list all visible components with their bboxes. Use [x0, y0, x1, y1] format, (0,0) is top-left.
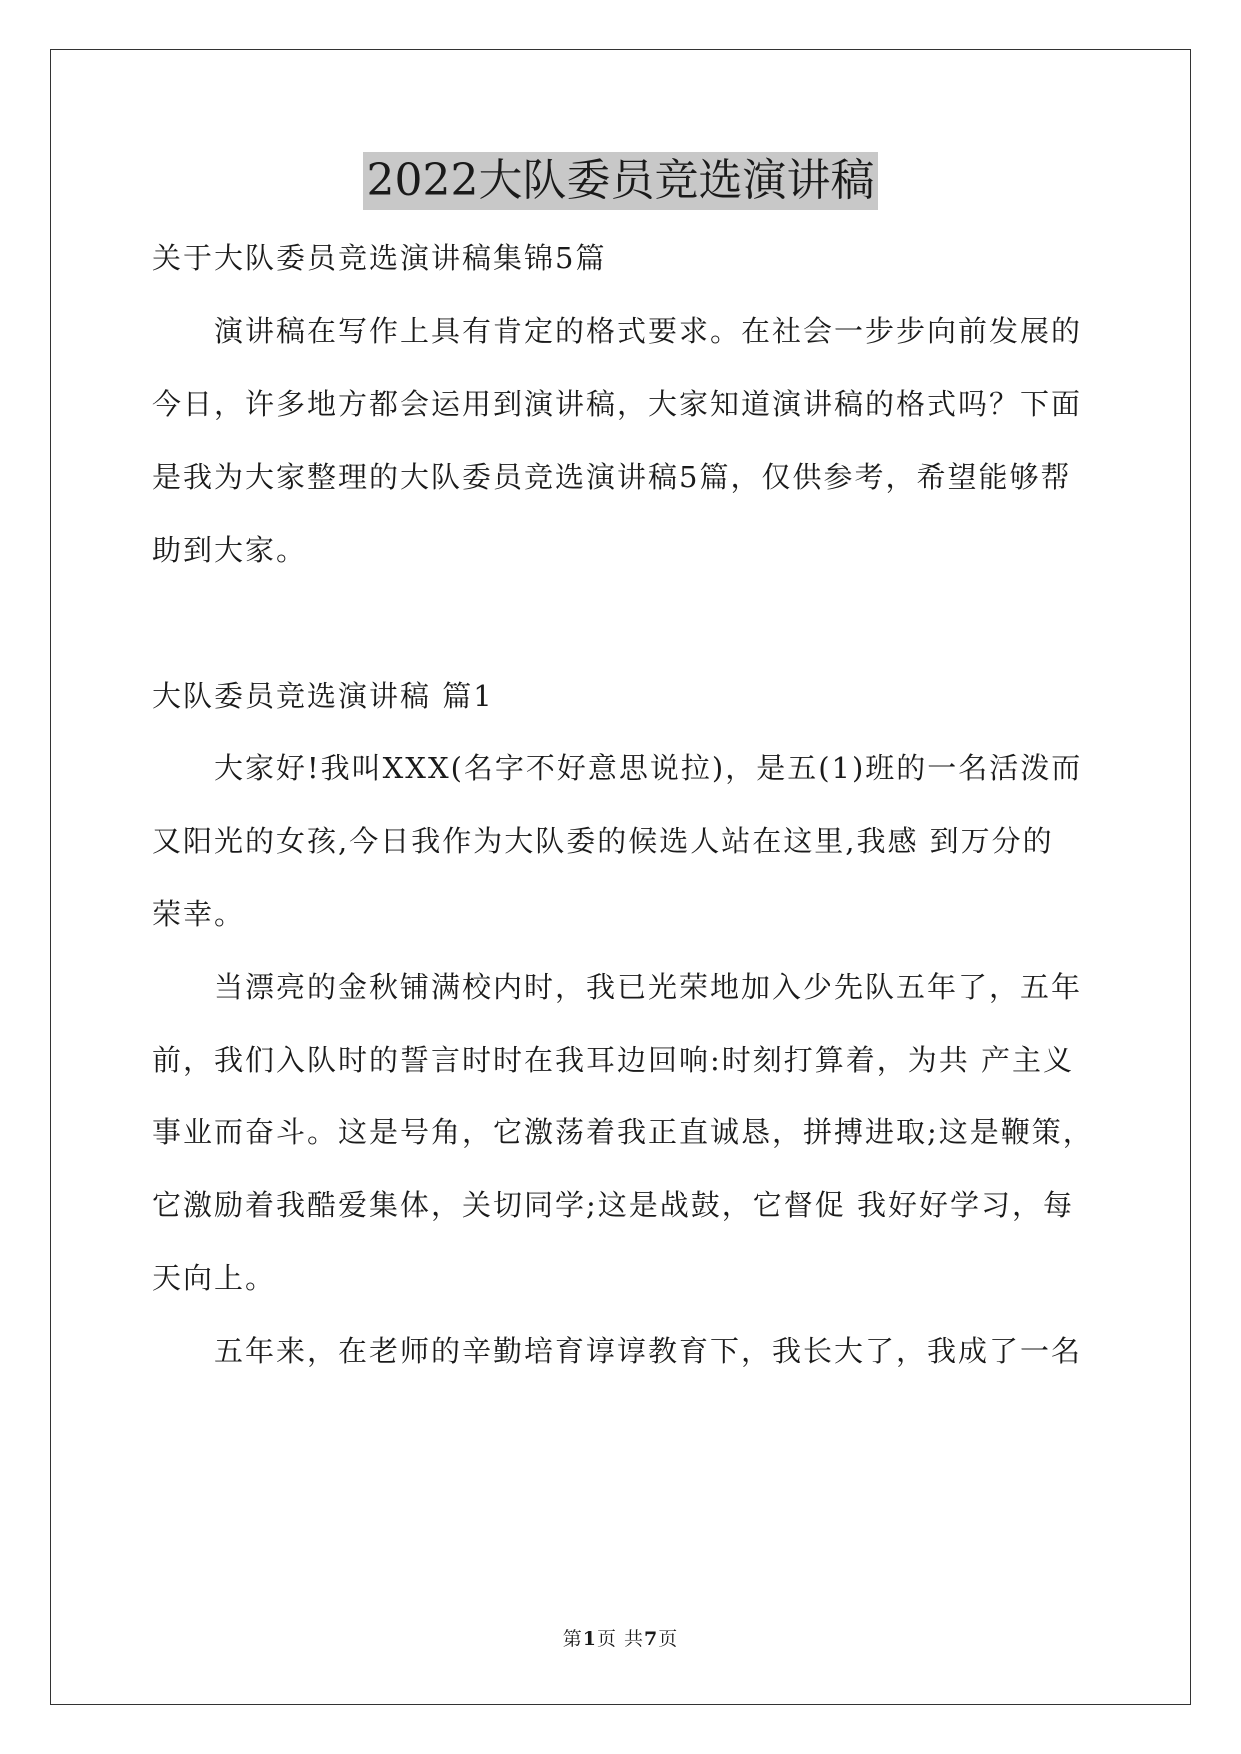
para2-line-4: 它激励着我酷爱集体，关切同学;这是战鼓，它督促 我好好学习，每 [152, 1188, 1074, 1222]
para2-line-1: 当漂亮的金秋铺满校内时，我已光荣地加入少先队五年了，五年 [214, 970, 1083, 1004]
section-heading: 大队委员竞选演讲稿 篇1 [152, 679, 494, 713]
intro-line-4: 助到大家。 [152, 533, 308, 567]
para3-line-1: 五年来，在老师的辛勤培育谆谆教育下，我长大了，我成了一名 [214, 1334, 1083, 1368]
intro-line-2: 今日，许多地方都会运用到演讲稿，大家知道演讲稿的格式吗？下面 [152, 387, 1083, 421]
para1-line-3: 荣幸。 [152, 897, 246, 931]
footer-page-suffix: 页 [658, 1628, 679, 1650]
document-title: 2022大队委员竞选演讲稿 [363, 152, 879, 210]
page-frame [50, 49, 1191, 1705]
footer-page-prefix: 第 [562, 1628, 583, 1650]
footer-page-total: 7 [644, 1628, 659, 1650]
document-subtitle: 关于大队委员竞选演讲稿集锦5篇 [152, 241, 607, 275]
footer-page-current: 1 [582, 1628, 597, 1650]
title-container [0, 152, 1241, 210]
para1-line-2: 又阳光的女孩,今日我作为大队委的候选人站在这里,我感 到万分的 [152, 824, 1054, 858]
page-footer [0, 1626, 1241, 1652]
footer-page-mid: 页 共 [596, 1628, 645, 1650]
para2-line-5: 天向上。 [152, 1261, 277, 1295]
para1-line-1: 大家好!我叫XXX(名字不好意思说拉)，是五(1)班的一名活泼而 [214, 751, 1083, 785]
para2-line-2: 前，我们入队时的誓言时时在我耳边回响:时刻打算着，为共 产主义 [152, 1043, 1074, 1077]
intro-line-1: 演讲稿在写作上具有肯定的格式要求。在社会一步步向前发展的 [214, 314, 1083, 348]
intro-line-3: 是我为大家整理的大队委员竞选演讲稿5篇，仅供参考，希望能够帮 [152, 460, 1072, 494]
para2-line-3: 事业而奋斗。这是号角，它激荡着我正直诚恳，拼搏进取;这是鞭策， [152, 1115, 1094, 1149]
